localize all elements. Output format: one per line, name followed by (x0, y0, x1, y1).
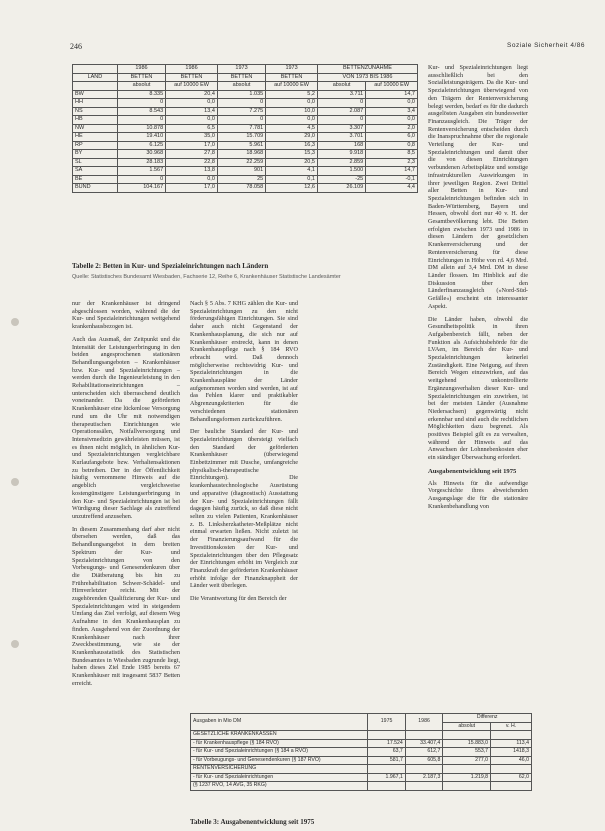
table-cell: SL (73, 158, 118, 167)
table-2-source: Quelle: Statistisches Bundesamt Wiesbaden, Fachserie 12, Reihe 6, Krankenhäuser Statistische Landesämter (72, 274, 341, 280)
paragraph: Nach § 5 Abs. 7 KHG zählen die Kur- und Spezialeinrichtungen zu den nicht förderungsfähigen Einrichtungen. Sie sind daher auch nicht Gegenstand der Krankenhausplanung, die sich nur auf Krankenhäuser erstreckt, kann in denen Krankenhauspflege nach § 184 RVO erbracht wird. Daß dennoch möglicherweise rechtswidrig Kur- und Spezialeinrichtungen in die Krankenhauspläne der Länder aufgenommen worden sind werden, ist auf das Fehlen klarer und praktikabler Abgrenzungskriterien für die verschiedenen stationären Behandlungsformen zurückzuführen. (190, 300, 298, 423)
paragraph: In diesem Zusammenhang darf aber nicht übersehen werden, daß das Behandlungsangebot in dem breiten Spektrum der Kur- und Spezialeinrichtungen von den Vorbeugungs- und Genesendenkuren über die Diätberatung bis hin zu Frührehabilitation Schwer-Schädel- und Hirnverletzter reicht. Mit der zugehörenden Qualifizierung der Kur- und Spezialeinrichtungen wird in steigendem Umfang das Ziel verfolgt, auf diesem Weg Aufnahme in den Krankenhausplan zu finden. Ausgehend von der Zuordnung der Krankenhäuser nach ihrer Zweckbestimmung, wie sie der Krankenhausstatistik des Statistischen Bundesamtes in Wiesbaden zugrunde liegt, haben dieses Ziel Ende 1985 bereits 67 Krankenhäuser mit insgesamt 5837 Betten erreicht. (72, 525, 180, 687)
table-header-cell: auf 10000 EW (166, 82, 218, 91)
paragraph: Die Verantwortung für den Bereich der (190, 595, 287, 603)
table-cell (443, 765, 491, 774)
table-cell: 15.883,0 (443, 739, 491, 748)
table-cell: 13,4 (166, 107, 218, 116)
table-row (191, 782, 532, 791)
table-row (191, 748, 532, 757)
table-cell: 18.968 (217, 150, 265, 159)
table-cell: 4,4 (366, 184, 418, 193)
table-row (73, 150, 418, 159)
page-number: 246 (70, 42, 82, 51)
table-cell: 0 (117, 116, 165, 125)
table-row (73, 99, 418, 108)
table-cell: NW (73, 124, 118, 133)
table-row (73, 116, 418, 125)
table-cell: 14,7 (366, 167, 418, 176)
table-cell: 6.125 (117, 141, 165, 150)
table-cell: -25 (317, 175, 365, 184)
paragraph: Auch das Ausmaß, der Zeitpunkt und die Intensität der Leistungserbringung in den beiden angesprochenen stationären Behandlungsangeboten – Krankenhäuser bzw. Kur- und Spezialeinrichtungen – werden durch die Ingenieurleistung in den Rehabilitationseinrichtungen – unterscheiden sich überraschend deutlich voneinander. Da die geförderten Krankenhäuser eine lückenlose Versorgung rund um die Uhr mit notwendigen therapeutischen Einrichtungen wie Operationssälen, Notfallversorgung und Intensivmedizin gewährleisten müssen, ist es ihnen nicht möglich, in ähnlichen Kur- und Spezialeinrichtungen vergleichbare Kurlaufangebote bzw. Verhaltensaktionen zu betreiben. Der in der Öffentlichkeit häufig vernommene Hinweis auf die angeblich vergleichsweise kostengünstigere Leistungserbringung in den Kur- und Spezialeinrichtungen ist bei Würdigung dieser Sachlage als zutreffend unzutreffend anzusehen. (72, 335, 180, 520)
table-cell: 0,0 (266, 116, 318, 125)
table-cell: - für Kur- und Spezialeinrichtungen (§ 184 a RVO) (191, 748, 368, 757)
table-cell: 16,3 (266, 141, 318, 150)
table-header-cell: Differenz (443, 714, 532, 723)
table-header-cell: absolut (443, 722, 491, 731)
table-cell (443, 731, 491, 740)
binder-hole (11, 318, 19, 326)
table-3-expenditure (190, 713, 532, 791)
table-cell: 13,8 (166, 167, 218, 176)
table-cell: 27,8 (166, 150, 218, 159)
table-header-cell: v. H. (491, 722, 532, 731)
table-row (73, 175, 418, 184)
table-cell: 0 (217, 116, 265, 125)
table-cell: 8.543 (117, 107, 165, 116)
table-header-cell: absolut (217, 82, 265, 91)
binder-hole (11, 640, 19, 648)
table-cell: 104.167 (117, 184, 165, 193)
table-cell: 63,7 (368, 748, 406, 757)
table-cell (405, 765, 443, 774)
table-row (73, 141, 418, 150)
table-header-cell (73, 82, 118, 91)
table-header-cell: 1986 (166, 65, 218, 74)
table-cell: 25 (217, 175, 265, 184)
section-heading: Ausgabenentwicklung seit 1975 (428, 467, 517, 475)
table-cell: 0,0 (366, 116, 418, 125)
text-column-right (428, 64, 528, 515)
table-header-cell: BETTEN (117, 73, 165, 82)
table-cell: 22,8 (166, 158, 218, 167)
table-cell: HH (73, 99, 118, 108)
table-cell: 7.781 (217, 124, 265, 133)
table-cell: 0,0 (266, 99, 318, 108)
table-cell: 15.709 (217, 133, 265, 142)
table-cell: 0,0 (166, 99, 218, 108)
table-cell: 14,7 (366, 90, 418, 99)
table-cell: 33.407,4 (405, 739, 443, 748)
table-cell: 1.967,1 (368, 773, 406, 782)
table-row (191, 773, 532, 782)
table-cell: 1.567 (117, 167, 165, 176)
table-cell: 78.058 (217, 184, 265, 193)
table-row (73, 124, 418, 133)
table-cell: 26.109 (317, 184, 365, 193)
table-cell: 0,0 (366, 99, 418, 108)
table-cell: 6,0 (366, 133, 418, 142)
table-cell: 612,7 (405, 748, 443, 757)
table-cell: 0,8 (366, 141, 418, 150)
table-cell: 2.187,3 (405, 773, 443, 782)
table-header-cell: absolut (317, 82, 365, 91)
table-cell: 12,6 (266, 184, 318, 193)
table-cell: 6,5 (166, 124, 218, 133)
paragraph: nur der Krankenhäuser ist dringend abgeschlossen worden, während die der Kur- und Spezialeinrichtungen weitgehend krankenhausbezogen ist. (72, 300, 180, 331)
table-cell: 1.035 (217, 90, 265, 99)
table-cell: 581,7 (368, 756, 406, 765)
table-cell (368, 765, 406, 774)
table-cell: 113,4 (491, 739, 532, 748)
table-cell: BY (73, 150, 118, 159)
table-cell: BE (73, 175, 118, 184)
table-cell: 4,5 (266, 124, 318, 133)
table-cell: 605,8 (405, 756, 443, 765)
table-row (73, 133, 418, 142)
table-cell: 2.859 (317, 158, 365, 167)
table-cell: 7.275 (217, 107, 265, 116)
table-row (73, 90, 418, 99)
table-cell: RENTENVERSICHERUNG (191, 765, 368, 774)
table-header-cell: 1986 (405, 714, 443, 731)
table-cell: 17,0 (166, 141, 218, 150)
table-header-cell: Ausgaben in Mio DM (191, 714, 368, 731)
binder-hole (11, 478, 19, 486)
table-cell: 901 (217, 167, 265, 176)
table-cell: - für Krankenhauspflege (§ 184 RVO) (191, 739, 368, 748)
table-cell: 30.968 (117, 150, 165, 159)
table-cell: 17,0 (166, 184, 218, 193)
table-cell: 2,0 (366, 124, 418, 133)
table-header-cell: BETTEN (166, 73, 218, 82)
table-cell: 15,3 (266, 150, 318, 159)
table-cell (405, 782, 443, 791)
table-header-cell: BETTENZUNAHME (317, 65, 417, 74)
table-cell: -0,1 (366, 175, 418, 184)
table-header-cell: auf 10000 EW (366, 82, 418, 91)
table-cell: 62,0 (491, 773, 532, 782)
table-cell (368, 731, 406, 740)
table-cell: 2,3 (366, 158, 418, 167)
text-column-middle (190, 300, 298, 608)
table-cell: 9.918 (317, 150, 365, 159)
table-header-cell: 1986 (117, 65, 165, 74)
table-cell: 3,4 (366, 107, 418, 116)
table-cell: 10,0 (266, 107, 318, 116)
table-cell (405, 731, 443, 740)
table-cell: 0,0 (166, 175, 218, 184)
table-cell: 28.183 (117, 158, 165, 167)
table-cell: GESETZLICHE KRANKENKASSEN (191, 731, 368, 740)
table-cell: 3.711 (317, 90, 365, 99)
table-cell: 0 (317, 99, 365, 108)
table-2-beds-by-state (72, 64, 418, 193)
table-header-cell: 1973 (266, 65, 318, 74)
table-cell (491, 731, 532, 740)
table-cell: (§ 1237 RVO, 14 AVG, 35 RKG) (191, 782, 368, 791)
table-header-row (73, 73, 418, 82)
table-header-cell: BETTEN (266, 73, 318, 82)
table-cell: HB (73, 116, 118, 125)
table-header-cell (73, 65, 118, 74)
table-cell: 2.087 (317, 107, 365, 116)
table-cell (443, 782, 491, 791)
table-row (191, 756, 532, 765)
paragraph: Die Länder haben, obwohl die Gesundheitspolitik in ihren Aufgabenbereich fällt, neben der Funktion als Aufsichtsbehörde für die LVAen, im Bereich der Kur- und Spezialeinrichtungen keinerlei Zuständigkeit. Eine Neigung, auf ihren Bereich Wegen einzuwirken, auf das weitgehend unkontrollierte Ergänzungsverhalten dieser Kur- und Spezialeinrichtungen ein zuwirken, ist bei der meisten Länder (Ausnahme Niedersachsen) gegenwärtig nicht erkennbar und sind auch die rechtlichen Möglichkeiten dazu begrenzt. Als positives Beispiel gilt es zu verwalten, während der Hinweis auf das Anwachsen der Lohnnebenkosten eher ein ständiger Überwachung erfordert. (428, 315, 528, 462)
table-cell: 0 (217, 99, 265, 108)
table-row (73, 167, 418, 176)
table-cell: SA (73, 167, 118, 176)
table-cell: 20,5 (266, 158, 318, 167)
table-cell (491, 765, 532, 774)
table-cell: 0 (317, 116, 365, 125)
paragraph: Als Hinweis für die aufwendige Vorgeschichte ihres abweichenden Ausgangslage die für die stationäre Krankenbehandlung von (428, 479, 528, 510)
table-cell: 0 (117, 99, 165, 108)
table-cell: HE (73, 133, 118, 142)
table-row (73, 158, 418, 167)
table-cell: 1.219,8 (443, 773, 491, 782)
table-cell: 17.524 (368, 739, 406, 748)
table-header-row (73, 82, 418, 91)
text-column-left (72, 300, 180, 692)
table-header-cell: absolut (117, 82, 165, 91)
table-cell: 1.500 (317, 167, 365, 176)
table-cell: 29,0 (266, 133, 318, 142)
table-header-row (73, 65, 418, 74)
table-cell: - für Vorbeugungs- und Genesendenkuren (§ 187 RVO) (191, 756, 368, 765)
table-header-cell: 1975 (368, 714, 406, 731)
table-cell: 20,4 (166, 90, 218, 99)
table-header-cell: BETTEN (217, 73, 265, 82)
table-cell: 5,2 (266, 90, 318, 99)
table-cell: 8.335 (117, 90, 165, 99)
table-cell: RP (73, 141, 118, 150)
table-cell: 277,0 (443, 756, 491, 765)
table-cell: 5.961 (217, 141, 265, 150)
table-cell: 0 (117, 175, 165, 184)
table-cell: NS (73, 107, 118, 116)
table-cell: 0,1 (266, 175, 318, 184)
table-header-cell: VON 1973 BIS 1986 (317, 73, 417, 82)
table-header-row (191, 714, 532, 723)
table-2-caption: Tabelle 2: Betten in Kur- und Spezialeinrichtungen nach Ländern (72, 262, 269, 270)
table-cell: 19.410 (117, 133, 165, 142)
table-cell: BUND (73, 184, 118, 193)
table-header-cell: 1973 (217, 65, 265, 74)
page-header (70, 42, 585, 54)
table-row (73, 184, 418, 193)
table-cell (491, 782, 532, 791)
table-cell: 35,0 (166, 133, 218, 142)
table-row (191, 765, 532, 774)
table-cell: 22.259 (217, 158, 265, 167)
table-header-cell: auf 10000 EW (266, 82, 318, 91)
table-cell: 46,0 (491, 756, 532, 765)
table-cell: - für Kur- und Spezialeinrichtungen (191, 773, 368, 782)
table-cell (368, 782, 406, 791)
table-cell: 553,7 (443, 748, 491, 757)
table-row (191, 731, 532, 740)
table-cell: BW (73, 90, 118, 99)
table-cell: 4,1 (266, 167, 318, 176)
table-cell: 168 (317, 141, 365, 150)
table-row (191, 739, 532, 748)
paragraph: Der bauliche Standard der Kur- und Spezialeinrichtungen übersteigt vielfach den Standard der geförderten Krankenhäuser (überwiegend Einbettzimmer mit Dusche, umfangreiche physikalisch-therapeutische Einrichtungen). Die krankenhaustechnologische Ausrüstung und apparative (diagnostisch) Ausstattung der Kur- und Spezialeinrichtungen fällt dagegen häufig zurück, so daß diese nicht selten zu vielen Patienten, Krankenhäuser z. B. Linksherzkatheter-Meßplätze nicht einmal erwarten ließen. Nicht zuletzt ist der Finanzierungsaufwand für die Investitionskosten der Kur- und Spezialeinrichtungen über den Pflegesatz der Einrichtungen erhöht im Vergleich zur Finanzkraft der geförderten Krankenhäuser erhöht infolge der Finanzknappheit der Länder weit überlegen. (190, 428, 298, 590)
table-cell: 3.701 (317, 133, 365, 142)
table-row (73, 107, 418, 116)
table-cell: 10.878 (117, 124, 165, 133)
table-cell: 8,5 (366, 150, 418, 159)
table-cell: 3.307 (317, 124, 365, 133)
table-cell: 0,0 (166, 116, 218, 125)
table-3-caption: Tabelle 3: Ausgabenentwicklung seit 1975 (190, 818, 315, 826)
paragraph: Kur- und Spezialeinrichtungen liegt ausschließlich bei den Sozialleistungsträgern. Da die Kur- und Spezialeinrichtungen überwiegend von den Trägern der Rentenversicherung belegt werden, bedarf es für die dadurch ausgelösten Ausgaben ein bundesweiter Finanzausgleich. Die Träger der Rentenversicherung entscheiden durch die Inanspruchnahme über die regionale Verteilung der Kur- und Spezialeinrichtungen und damit über die von diesen Einrichtungen verbundenen Arbeitsplätze und sonstige infrastrukturellen Auswirkungen in ihrer jeweiligen Region. Zwei Drittel aller Betten in Kur- und Spezialeinrichtungen befinden sich in Baden-Württemberg, Bayern und Hessen, obwohl dort nur 40 v. H. der Gesamtbevölkerung lebt. Die Betten erfolgten zwischen 1973 und 1986 in diesen Ländern der gesetzlichen Krankenversicherung und der Rentenversicherung für diese Einrichtungen in Höhe von rd. 4,6 Mrd. DM allein auf 3,4 Mrd. DM in diese Länder flossen. Im Hinblick auf die Diskussion über den Länderfinanzausgleich (»Nord-Süd-Gefälle«) erscheint ein interessanter Aspekt. (428, 64, 528, 310)
table-header-cell: LAND (73, 73, 118, 82)
table-cell: 1418,3 (491, 748, 532, 757)
running-head: Soziale Sicherheit 4/86 (507, 42, 585, 49)
